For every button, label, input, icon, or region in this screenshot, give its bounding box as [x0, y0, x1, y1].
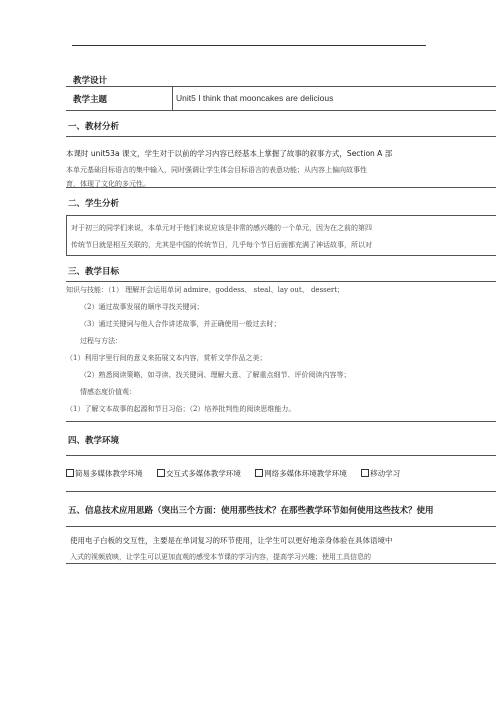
checkbox-icon[interactable] [66, 469, 74, 477]
checkbox-icon[interactable] [255, 469, 263, 477]
lesson-plan-table [66, 86, 496, 564]
body-line: 入式的视频放映，让学生可以更加直观的感受本节课的学习内容，提高学习兴趣；使用工具信息的 [70, 553, 371, 561]
header-rule [72, 45, 426, 46]
environment-options [66, 465, 496, 482]
env-option[interactable]: 交互式多媒体教学环境 [157, 469, 241, 478]
section-title: 三、教学目标 [68, 267, 120, 277]
body-line: （1）了解文本故事的起源和节日习俗；（2）培养批判性的阅读思维能力。 [66, 405, 296, 413]
body-line: 过程与方法： [80, 337, 122, 345]
checkbox-icon[interactable] [157, 469, 165, 477]
body-line: 知识与技能：（1） 理解并会运用单词 admire、goddess、 steal、lay out、 dessert； [66, 286, 345, 294]
body-line: （2）熟悉阅读策略，如寻读、找关键词、理解大意、了解重点细节、评价阅读内容等； [80, 371, 351, 379]
env-option[interactable]: 网络多媒体环境教学环境 [255, 469, 347, 478]
env-option[interactable]: 移动学习 [361, 469, 400, 478]
section-body-4 [66, 455, 496, 491]
body-line: 对于初三的同学们来说，本单元对于他们来说应该是非常的感兴趣的一个单元，因为在之前的第四 [71, 224, 372, 232]
topic-value: Unit5 I think that mooncakes are delicious [176, 93, 334, 103]
section-title: 五、信息技术应用思路（突出三个方面：使用那些技术？在那些教学环节如何使用这些技术？使用 [68, 506, 434, 516]
body-line: 本单元基础目标语言的集中输入，同时强调让学生体会目标语言的表意功能；从内容上偏向故事性 [66, 166, 367, 174]
section-heading-5 [66, 491, 496, 526]
section-title: 二、学生分析 [68, 199, 120, 209]
body-line: （2）通过故事发展的顺序寻找关键词； [80, 303, 204, 311]
design-title: 教学设计 [73, 76, 108, 86]
section-body-2 [66, 215, 496, 255]
section-body-3 [66, 281, 496, 421]
section-title: 一、教材分析 [68, 122, 120, 132]
section-heading-1 [66, 110, 496, 136]
topic-label: 教学主题 [73, 95, 108, 105]
section-heading-3 [66, 255, 496, 281]
body-line: （3）通过关键词与他人合作讲述故事，并正确使用一般过去时； [80, 320, 281, 328]
topic-row [66, 86, 496, 110]
section-heading-4 [66, 421, 496, 455]
section-title: 四、教学环境 [68, 436, 120, 446]
body-line: 本课时 unit53a 课文，学生对于以前的学习内容已经基本上掌握了故事的叙事方式，Section A 部 [66, 149, 393, 158]
checkbox-icon[interactable] [361, 469, 369, 477]
env-option[interactable]: 简易多媒体教学环境 [66, 469, 143, 478]
section-heading-2 [66, 187, 496, 215]
body-line: 情感态度价值观： [80, 388, 136, 396]
body-line: 使用电子白板的交互性，主要是在单词复习的环节使用，让学生可以更好地亲身体验在具体语境中 [70, 536, 393, 545]
section-body-1 [66, 136, 496, 187]
body-line: （1）利用字里行间的意义来拓展文本内容，赏析文学作品之美； [66, 354, 267, 362]
body-line: 传统节日就是相互关联的，尤其是中国的传统节日，几乎每个节日后面都充满了神话故事，所以对 [71, 241, 372, 249]
body-line: 育，体现了文化的多元性。 [66, 180, 150, 187]
section-body-5 [66, 526, 496, 564]
topic-divider [172, 87, 173, 111]
